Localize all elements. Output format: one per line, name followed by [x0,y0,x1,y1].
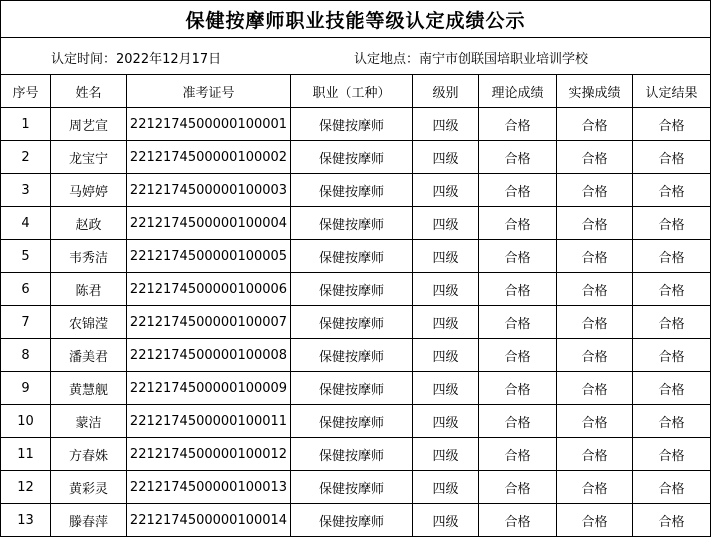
ticket-number-cell: 2212174500000100013 [127,471,291,504]
theory-score-cell: 合格 [479,504,557,537]
name-cell: 黄彩灵 [51,471,127,504]
name-cell: 陈君 [51,273,127,306]
seq-cell: 11 [1,438,51,471]
result-cell: 合格 [633,306,711,339]
result-cell: 合格 [633,471,711,504]
table-row [1,306,711,339]
seq-cell: 3 [1,174,51,207]
name-cell: 蒙洁 [51,405,127,438]
occupation-cell: 保健按摩师 [291,240,413,273]
ticket-number-cell: 2212174500000100006 [127,273,291,306]
level-cell: 四级 [413,240,479,273]
theory-score-cell: 合格 [479,174,557,207]
occupation-cell: 保健按摩师 [291,174,413,207]
level-cell: 四级 [413,174,479,207]
col-ticket-header: 准考证号 [127,75,291,108]
level-cell: 四级 [413,273,479,306]
seq-cell: 4 [1,207,51,240]
occupation-cell: 保健按摩师 [291,141,413,174]
practical-score-cell: 合格 [557,306,633,339]
name-cell: 韦秀洁 [51,240,127,273]
table-row [1,174,711,207]
level-cell: 四级 [413,306,479,339]
theory-score-cell: 合格 [479,141,557,174]
ticket-number-cell: 2212174500000100007 [127,306,291,339]
occupation-cell: 保健按摩师 [291,108,413,141]
seq-cell: 6 [1,273,51,306]
level-cell: 四级 [413,141,479,174]
name-cell: 农锦滢 [51,306,127,339]
table-row [1,504,711,537]
occupation-cell: 保健按摩师 [291,372,413,405]
practical-score-cell: 合格 [557,504,633,537]
theory-score-cell: 合格 [479,108,557,141]
level-cell: 四级 [413,471,479,504]
practical-score-cell: 合格 [557,405,633,438]
level-cell: 四级 [413,405,479,438]
seq-cell: 1 [1,108,51,141]
table-row [1,471,711,504]
occupation-cell: 保健按摩师 [291,504,413,537]
info-row [1,38,711,75]
table-row [1,273,711,306]
theory-score-cell: 合格 [479,240,557,273]
practical-score-cell: 合格 [557,207,633,240]
table-row [1,339,711,372]
ticket-number-cell: 2212174500000100005 [127,240,291,273]
practical-score-cell: 合格 [557,108,633,141]
col-seq-header: 序号 [1,75,51,108]
theory-score-cell: 合格 [479,405,557,438]
ticket-number-cell: 2212174500000100001 [127,108,291,141]
seq-cell: 12 [1,471,51,504]
ticket-number-cell: 2212174500000100002 [127,141,291,174]
occupation-cell: 保健按摩师 [291,339,413,372]
seq-cell: 7 [1,306,51,339]
level-cell: 四级 [413,372,479,405]
result-cell: 合格 [633,273,711,306]
practical-score-cell: 合格 [557,438,633,471]
table-row [1,405,711,438]
title-row [1,1,711,38]
ticket-number-cell: 2212174500000100003 [127,174,291,207]
name-cell: 龙宝宁 [51,141,127,174]
occupation-cell: 保健按摩师 [291,273,413,306]
assessment-date: 认定时间：2022年12月17日 [51,52,222,67]
practical-score-cell: 合格 [557,141,633,174]
seq-cell: 5 [1,240,51,273]
theory-score-cell: 合格 [479,207,557,240]
result-cell: 合格 [633,240,711,273]
seq-cell: 8 [1,339,51,372]
ticket-number-cell: 2212174500000100008 [127,339,291,372]
ticket-number-cell: 2212174500000100009 [127,372,291,405]
theory-score-cell: 合格 [479,372,557,405]
result-cell: 合格 [633,504,711,537]
table-row [1,372,711,405]
table-row [1,141,711,174]
header-row [1,75,711,108]
col-result-header: 认定结果 [633,75,711,108]
ticket-number-cell: 2212174500000100012 [127,438,291,471]
practical-score-cell: 合格 [557,273,633,306]
theory-score-cell: 合格 [479,273,557,306]
practical-score-cell: 合格 [557,339,633,372]
occupation-cell: 保健按摩师 [291,207,413,240]
ticket-number-cell: 2212174500000100014 [127,504,291,537]
col-practical-header: 实操成绩 [557,75,633,108]
name-cell: 马婷婷 [51,174,127,207]
seq-cell: 13 [1,504,51,537]
result-cell: 合格 [633,207,711,240]
practical-score-cell: 合格 [557,174,633,207]
occupation-cell: 保健按摩师 [291,438,413,471]
result-cell: 合格 [633,141,711,174]
table-row [1,240,711,273]
theory-score-cell: 合格 [479,438,557,471]
occupation-cell: 保健按摩师 [291,405,413,438]
result-cell: 合格 [633,174,711,207]
name-cell: 赵政 [51,207,127,240]
table-row [1,207,711,240]
theory-score-cell: 合格 [479,306,557,339]
theory-score-cell: 合格 [479,339,557,372]
practical-score-cell: 合格 [557,240,633,273]
name-cell: 滕春萍 [51,504,127,537]
seq-cell: 10 [1,405,51,438]
col-name-header: 姓名 [51,75,127,108]
practical-score-cell: 合格 [557,372,633,405]
seq-cell: 2 [1,141,51,174]
level-cell: 四级 [413,108,479,141]
name-cell: 潘美君 [51,339,127,372]
name-cell: 周艺宣 [51,108,127,141]
practical-score-cell: 合格 [557,471,633,504]
result-cell: 合格 [633,405,711,438]
level-cell: 四级 [413,207,479,240]
result-cell: 合格 [633,339,711,372]
table-row [1,438,711,471]
theory-score-cell: 合格 [479,471,557,504]
level-cell: 四级 [413,504,479,537]
result-cell: 合格 [633,372,711,405]
level-cell: 四级 [413,339,479,372]
level-cell: 四级 [413,438,479,471]
page-title: 保健按摩师职业技能等级认定成绩公示 [1,1,711,38]
ticket-number-cell: 2212174500000100004 [127,207,291,240]
result-cell: 合格 [633,438,711,471]
col-occupation-header: 职业（工种） [291,75,413,108]
name-cell: 黄慧舰 [51,372,127,405]
occupation-cell: 保健按摩师 [291,306,413,339]
seq-cell: 9 [1,372,51,405]
result-cell: 合格 [633,108,711,141]
col-theory-header: 理论成绩 [479,75,557,108]
table-row [1,108,711,141]
col-level-header: 级别 [413,75,479,108]
ticket-number-cell: 2212174500000100011 [127,405,291,438]
occupation-cell: 保健按摩师 [291,471,413,504]
name-cell: 方春姝 [51,438,127,471]
assessment-place: 认定地点：南宁市创联国培职业培训学校 [354,52,589,67]
